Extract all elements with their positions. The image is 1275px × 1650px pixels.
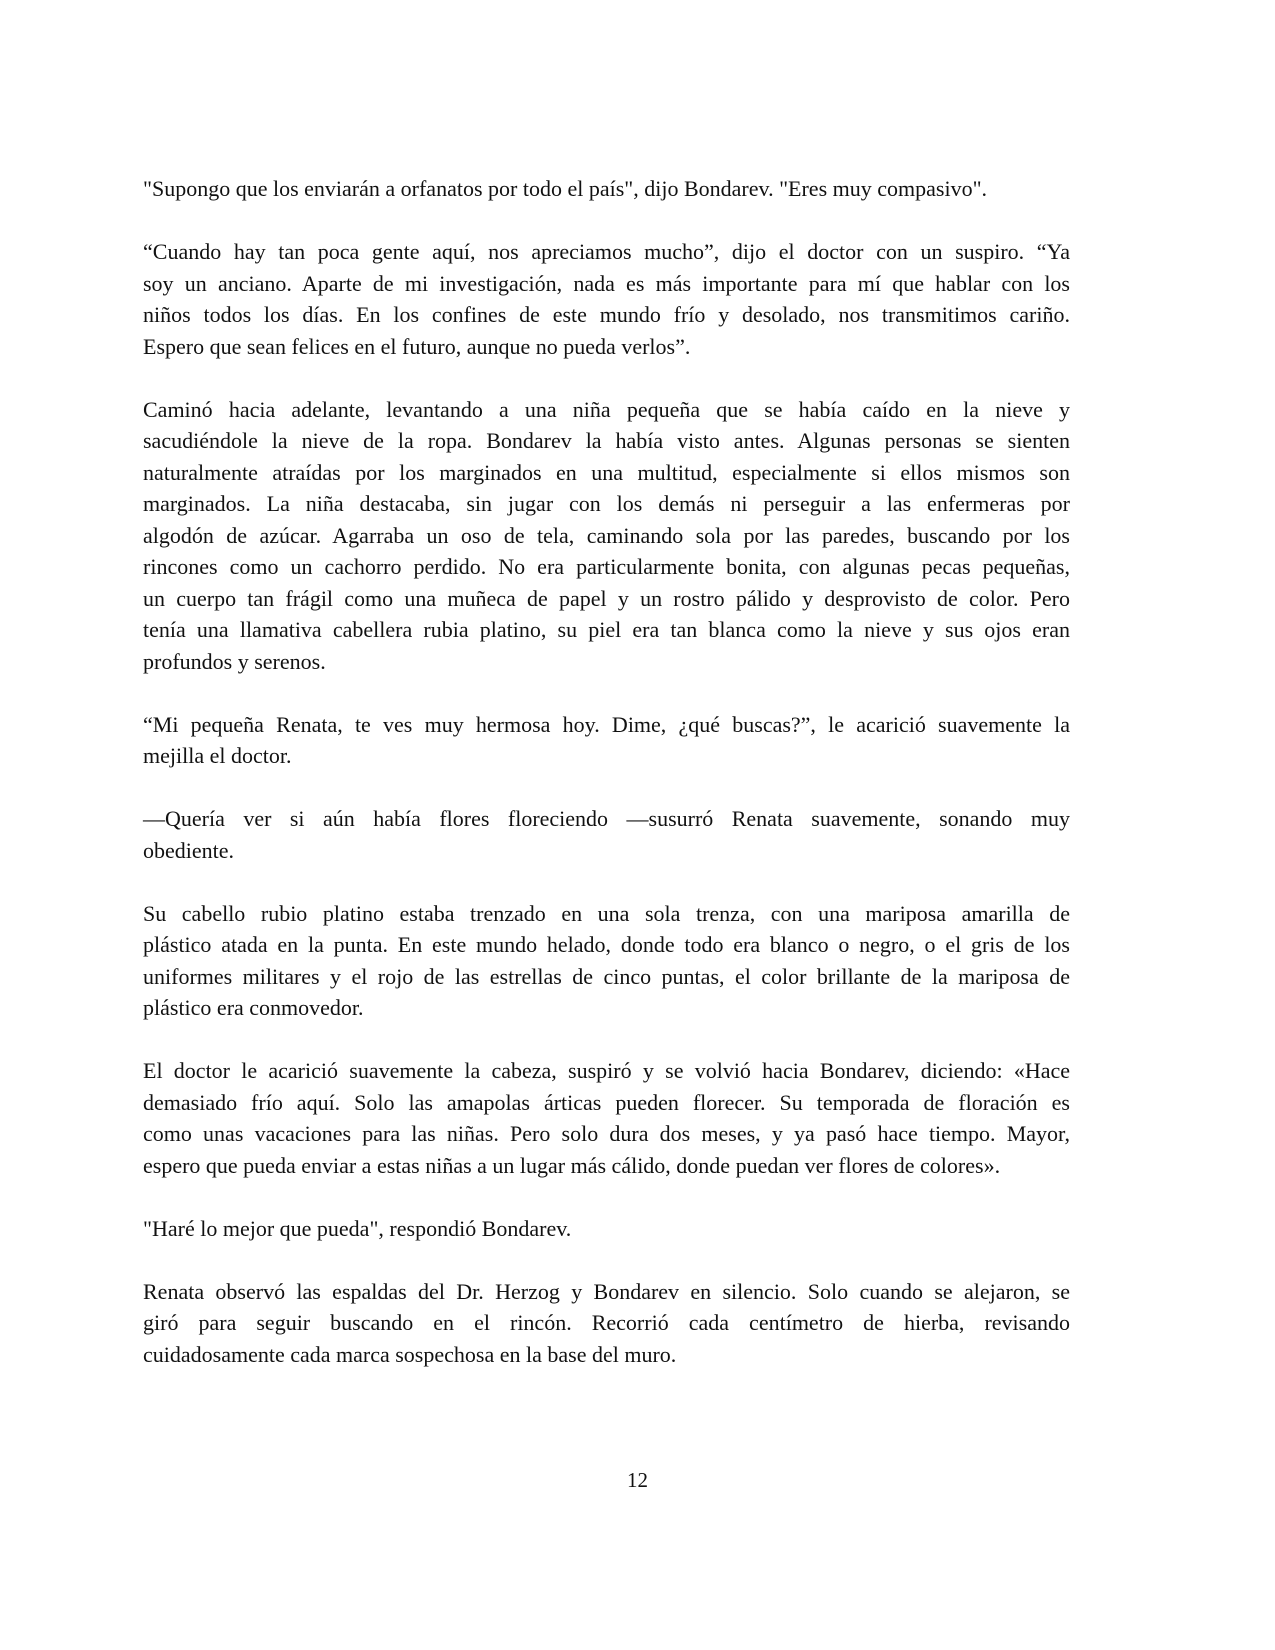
- paragraph: [143, 236, 1070, 362]
- text-line: demasiado frío aquí. Solo las amapolas árticas pueden florecer. Su temporada de floración es: [143, 1089, 1070, 1115]
- text-line: giró para seguir buscando en el rincón. Recorrió cada centímetro de hierba, revisando: [143, 1310, 1070, 1335]
- document-body: [143, 173, 1070, 1402]
- text-line: Renata observó las espaldas del Dr. Herzog y Bondarev en silencio. Solo cuando se alejaron, se: [143, 1278, 1070, 1304]
- paragraph: [143, 394, 1070, 678]
- text-line: "Supongo que los enviarán a orfanatos por todo el país", dijo Bondarev. "Eres muy compasivo".: [143, 176, 988, 201]
- text-line: plástico atada en la punta. En este mundo helado, donde todo era blanco o negro, o el gris de los: [143, 932, 1070, 957]
- text-line: “Mi pequeña Renata, te ves muy hermosa hoy. Dime, ¿qué buscas?”, le acarició suavemente la: [143, 711, 1070, 737]
- text-line: profundos y serenos.: [143, 648, 326, 674]
- text-line: "Haré lo mejor que pueda", respondió Bondarev.: [143, 1215, 572, 1241]
- text-line: rincones como un cachorro perdido. No era particularmente bonita, con algunas pecas pequeñas,: [143, 554, 1070, 579]
- text-line: plástico era conmovedor.: [143, 995, 364, 1020]
- text-line: Caminó hacia adelante, levantando a una niña pequeña que se había caído en la nieve y: [143, 396, 1070, 422]
- paragraph: [143, 1276, 1070, 1371]
- text-line: Espero que sean felices en el futuro, aunque no pueda verlos”.: [143, 333, 691, 359]
- text-line: marginados. La niña destacaba, sin jugar con los demás ni perseguir a las enfermeras por: [143, 491, 1070, 516]
- paragraph: [143, 803, 1070, 866]
- text-line: soy un anciano. Aparte de mi investigación, nada es más importante para mí que hablar con los: [143, 270, 1070, 296]
- text-line: —Quería ver si aún había flores floreciendo —susurró Renata suavemente, sonando muy: [143, 806, 1070, 831]
- text-line: uniformes militares y el rojo de las estrellas de cinco puntas, el color brillante de la mariposa de: [143, 963, 1070, 989]
- text-line: como unas vacaciones para las niñas. Pero solo dura dos meses, y ya pasó hace tiempo. Mayor,: [143, 1121, 1070, 1146]
- text-line: naturalmente atraídas por los marginados en una multitud, especialmente si ellos mismos son: [143, 459, 1070, 485]
- text-line: espero que pueda enviar a estas niñas a un lugar más cálido, donde puedan ver flores de colores».: [143, 1152, 1001, 1178]
- paragraph: [143, 173, 1070, 205]
- paragraph: [143, 898, 1070, 1024]
- text-line: El doctor le acarició suavemente la cabeza, suspiró y se volvió hacia Bondarev, diciendo: «Hace: [143, 1058, 1070, 1083]
- page-number: 12: [627, 1468, 648, 1492]
- text-line: mejilla el doctor.: [143, 743, 292, 768]
- text-line: “Cuando hay tan poca gente aquí, nos apreciamos mucho”, dijo el doctor con un suspiro. “Ya: [143, 239, 1070, 264]
- text-line: tenía una llamativa cabellera rubia platino, su piel era tan blanca como la nieve y sus ojos eran: [143, 617, 1070, 642]
- text-line: un cuerpo tan frágil como una muñeca de papel y un rostro pálido y desprovisto de color. Pero: [143, 585, 1070, 611]
- text-line: niños todos los días. En los confines de este mundo frío y desolado, nos transmitimos cariño.: [143, 302, 1070, 327]
- paragraph: [143, 1213, 1070, 1245]
- text-line: algodón de azúcar. Agarraba un oso de tela, caminando sola por las paredes, buscando por los: [143, 522, 1070, 548]
- text-line: obediente.: [143, 837, 235, 863]
- text-line: sacudiéndole la nieve de la ropa. Bondarev la había visto antes. Algunas personas se sienten: [143, 428, 1070, 453]
- text-line: cuidadosamente cada marca sospechosa en la base del muro.: [143, 1341, 677, 1367]
- paragraph: [143, 709, 1070, 772]
- text-line: Su cabello rubio platino estaba trenzado en una sola trenza, con una mariposa amarilla de: [143, 900, 1070, 926]
- paragraph: [143, 1055, 1070, 1181]
